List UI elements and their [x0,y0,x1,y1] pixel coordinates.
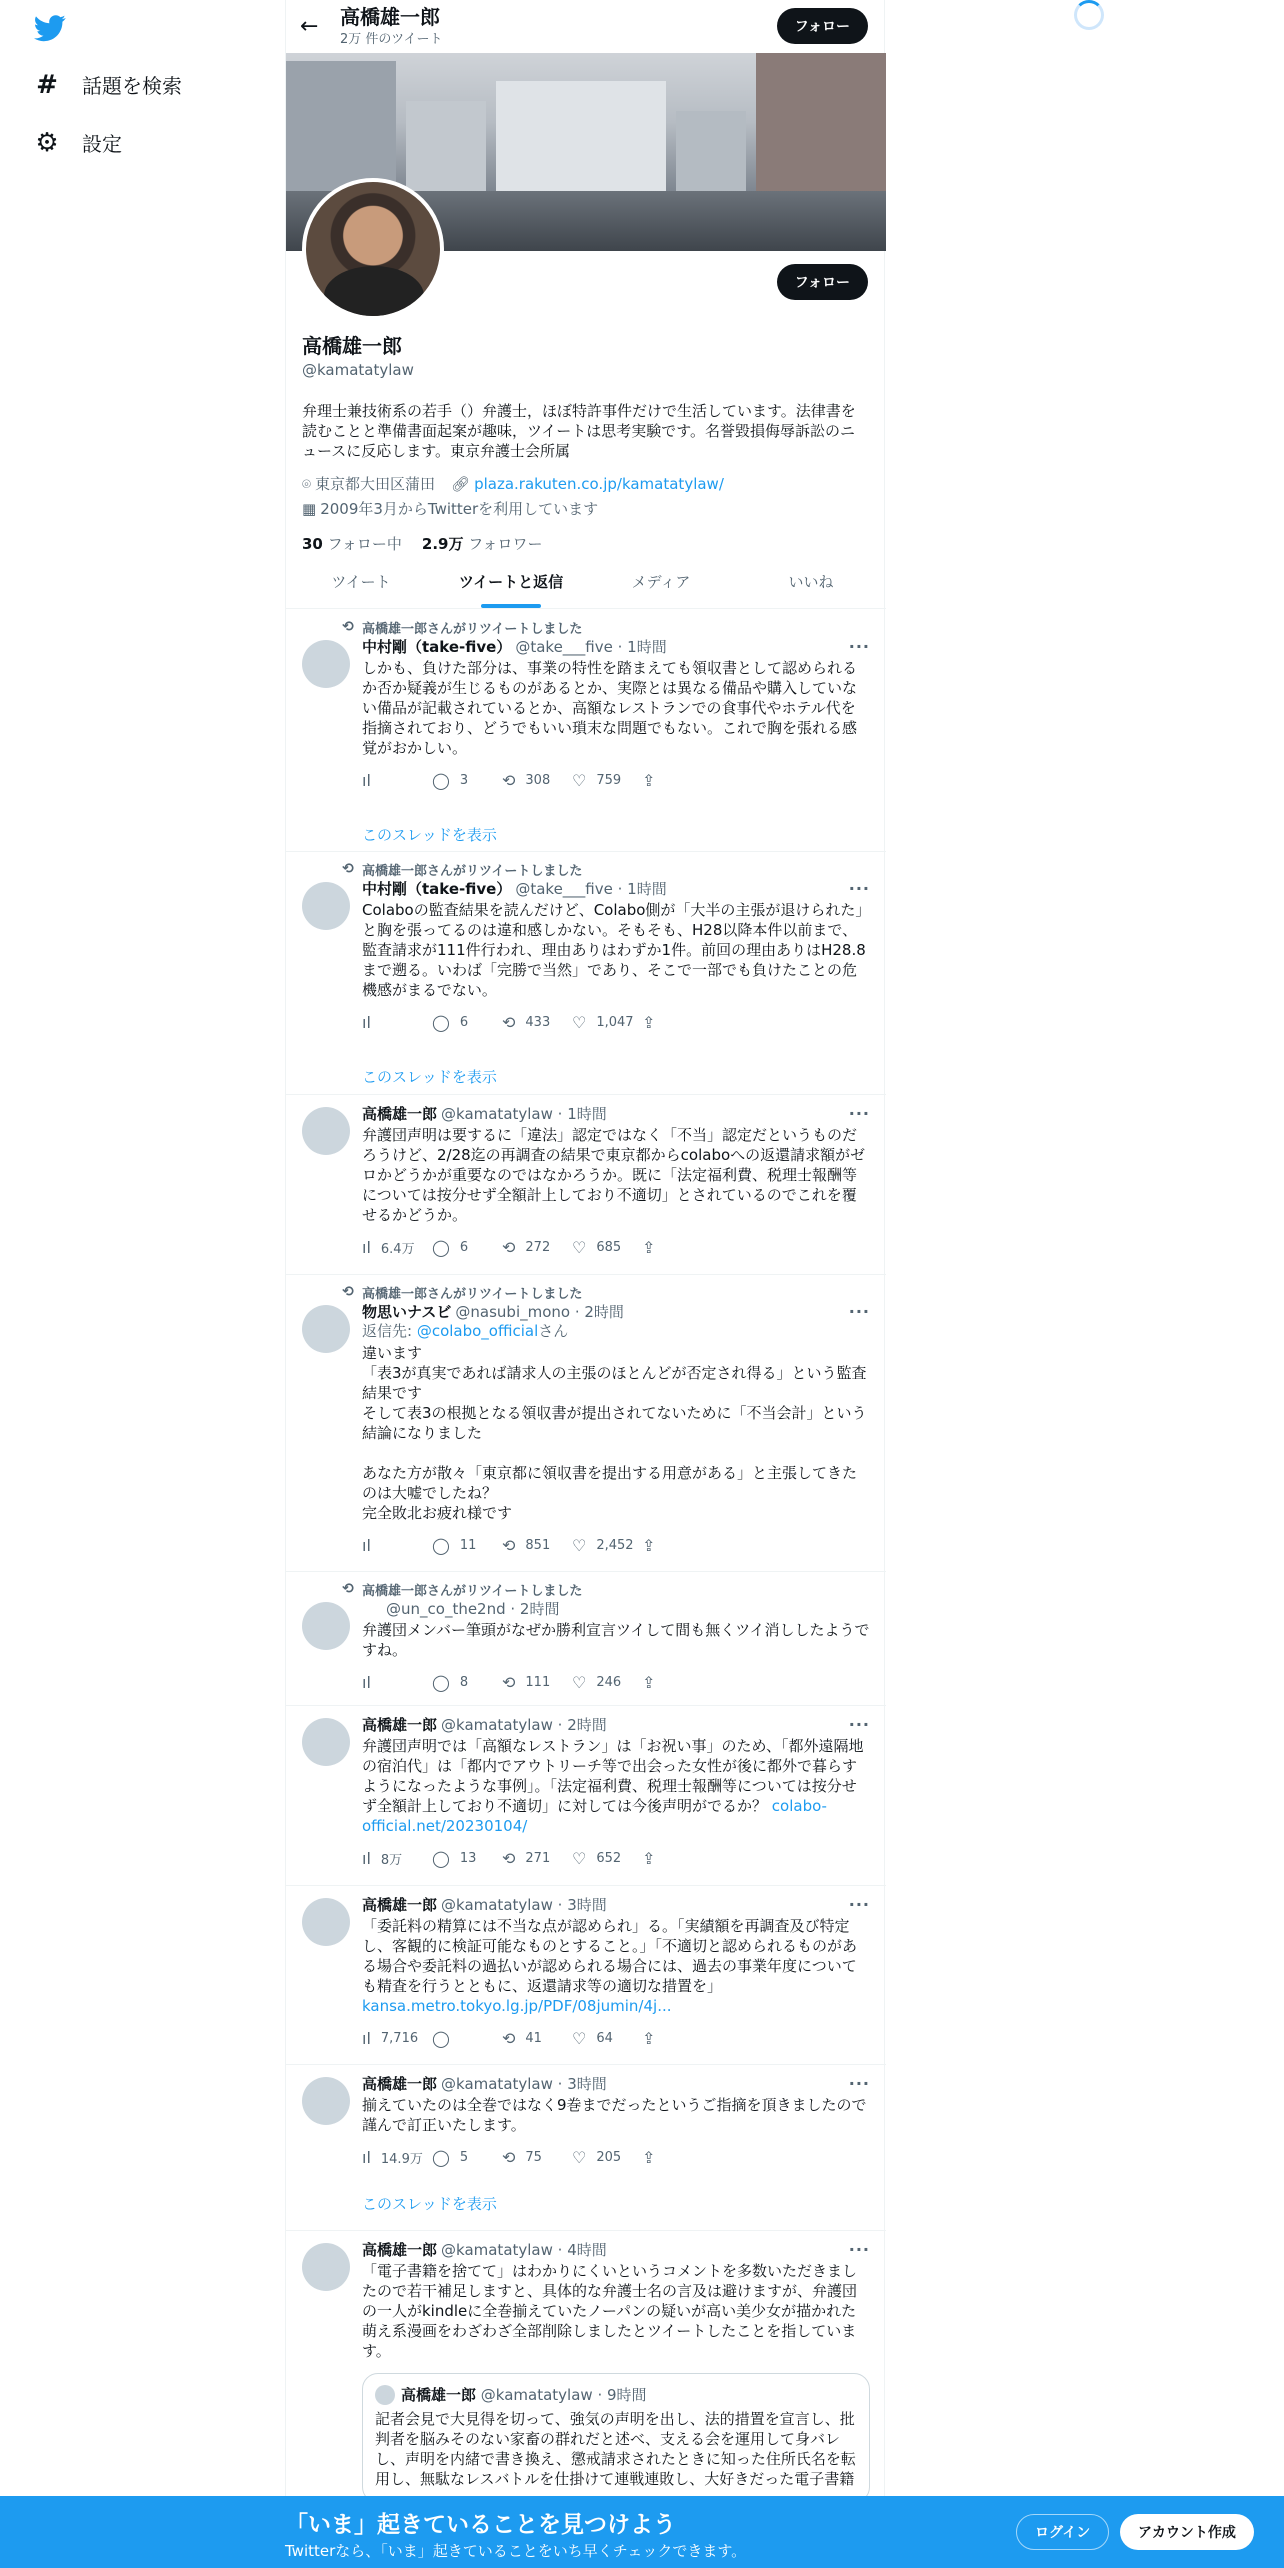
heart-icon: ♡ [572,1848,587,1868]
views-button[interactable]: ıl 14.9万 [362,2147,423,2167]
profile-bio: 弁理士兼技術系の若手（）弁護士，ほぼ特許事件だけで生活しています。法律書を読むことと準備書面起案が趣味，ツイートは思考実験です。名誉毀損侮辱訴訟のニュースに反応します。東京弁護士会所属 [302,402,856,460]
main-column [285,0,885,2568]
signup-banner-title: 「いま」起きていることを見つけよう [285,2512,676,2538]
reply-button[interactable]: ◯ 11 [432,1535,477,1555]
retweet-icon: ⟲ [502,2028,516,2048]
nav-settings[interactable] [34,128,122,157]
like-button[interactable]: ♡ 652 [572,1848,622,1868]
more-icon[interactable]: ··· [848,2073,870,2093]
share-icon: ⇪ [642,2028,656,2048]
tweet-author-handle[interactable]: @take___five · 1時間 [515,637,667,656]
header-tweet-count: 2万 件のツイート [340,32,443,47]
reply-button[interactable]: ◯ 5 [432,2147,469,2167]
retweet-icon: ⟲ [342,1284,354,1300]
retweet-icon: ⟲ [502,1535,516,1555]
retweet-button[interactable]: ⟲ 851 [502,1535,551,1555]
more-icon[interactable]: ··· [848,636,870,656]
tweet-avatar[interactable] [302,640,350,688]
tweet-actions [362,770,870,790]
loading-spinner-icon [1074,0,1104,30]
share-button[interactable] [642,2029,712,2048]
quote-avatar [375,2385,395,2405]
share-icon: ⇪ [642,2147,656,2167]
location-pin-icon: ⌾ [302,474,312,493]
more-icon[interactable]: ··· [848,1301,870,1321]
views-button[interactable]: ıl 8万 [362,1848,403,1868]
tweet[interactable] [286,1572,886,1706]
like-button[interactable]: ♡ 64 [572,2028,613,2048]
tweet-author-name[interactable]: 中村剛（take-five） [362,637,512,656]
tweet-text: 弁護団声明では「高額なレストラン」は「お祝い事」のため、「都外遠隔地の宿泊代」は「都内でアウトリーチ等で出会った女性が後に都外で暮らすようになったような事例」。「法定福利費、税理士報酬等については按分せず全額計上しており不適切」に対しては今後声明がでるか？ colabo-official.net/20230104/ [362,1737,864,1835]
tweet-author-name[interactable]: 中村剛（take-five） [362,879,512,898]
tweet-avatar[interactable] [302,1718,350,1766]
views-button[interactable] [362,1673,432,1692]
hashtag-icon: # [36,69,58,100]
quote-author-handle: @kamatatylaw · 9時間 [480,2386,647,2404]
gear-icon: ⚙ [35,127,59,158]
analytics-icon: ıl [362,1535,371,1555]
profile-url-link[interactable]: plaza.rakuten.co.jp/kamatatylaw/ [474,474,724,493]
retweet-icon: ⟲ [502,1237,516,1257]
retweet-context: ⟲ 高橋雄一郎さんがリツイートしました [334,618,870,636]
more-icon[interactable]: ··· [848,878,870,898]
share-button[interactable] [642,771,712,790]
share-icon: ⇪ [642,1535,656,1555]
analytics-icon: ıl [362,1848,371,1868]
profile-meta [302,473,870,519]
tweet-avatar[interactable] [302,1107,350,1155]
signup-button[interactable]: アカウント作成 [1120,2514,1254,2550]
profile-info [302,330,870,554]
tweet-author-handle[interactable]: @kamatatylaw · 4時間 [441,2240,607,2259]
following-link[interactable]: 30 フォロー中 [302,535,402,553]
tab-likes[interactable]: いいね [788,573,834,591]
retweet-context: ⟲ 高橋雄一郎さんがリツイートしました [334,1580,870,1598]
views-button[interactable] [362,771,432,790]
reply-icon: ◯ [432,1012,450,1032]
show-thread-link[interactable]: このスレッドを表示 [362,2195,497,2213]
tweet-link[interactable]: colabo-official.net/20230104/ [362,1797,827,1835]
reply-icon: ◯ [432,770,450,790]
views-button[interactable]: ıl 7,716 [362,2028,419,2048]
heart-icon: ♡ [572,1237,587,1257]
header-follow-button[interactable]: フォロー [777,8,868,44]
retweet-button[interactable]: ⟲ 308 [502,770,551,790]
tweet-text: Colaboの監査結果を読んだけど、Colabo側が「大半の主張が退けられた」と胸を張ってるのは違和感しかない。そもそも、H28以降本件以前まで、監査請求が111件行われ、理由ありはわずか1件。前回の理由ありはH28.8まで遡る。いわば「完勝で当然」であり、そこで一部でも負けたことの危機感がまるでない。 [362,901,866,999]
heart-icon: ♡ [572,2147,587,2167]
profile-tabs [286,556,886,609]
retweet-button[interactable]: ⟲ 41 [502,2028,542,2048]
signup-banner-subtitle: Twitterなら、「いま」起きていることをいち早くチェックできます。 [285,2542,747,2560]
share-icon: ⇪ [642,1237,656,1257]
tweet-avatar[interactable] [302,1898,350,1946]
tweet-actions [362,1848,870,1868]
tweet-text: しかも、負けた部分は、事業の特性を踏まえても領収書として認められるか否か疑義が生じるものがあるとか、実際とは異なる備品や購入していない備品が記載されているとか、高額なレストランでの食事代やホテル代を指摘されており、どうでもいい瑣末な問題でもない。これで胸を張れる感覚がおかしい。 [362,659,858,757]
reply-icon: ◯ [432,1237,450,1257]
calendar-icon: ▦ [302,499,317,518]
profile-joined: ▦ 2009年3月からTwitterを利用しています [302,499,599,518]
retweet-icon: ⟲ [502,1848,516,1868]
analytics-icon: ıl [362,2028,371,2048]
reply-icon: ◯ [432,2028,450,2048]
tweet-avatar[interactable] [302,1602,350,1650]
analytics-icon: ıl [362,770,371,790]
like-button[interactable]: ♡ 205 [572,2147,622,2167]
heart-icon: ♡ [572,1535,587,1555]
reply-button[interactable] [432,2029,502,2048]
retweet-button[interactable]: ⟲ 272 [502,1237,551,1257]
signup-banner [0,2496,1284,2568]
tweet-feed [286,610,886,2551]
reply-icon: ◯ [432,1535,450,1555]
nav-explore-label: 話題を検索 [82,74,182,98]
share-button[interactable] [642,1238,712,1257]
tweet-actions [362,2147,870,2167]
retweet-context: ⟲ 高橋雄一郎さんがリツイートしました [334,860,870,878]
tweet-author-handle[interactable]: @un_co_the2nd · 2時間 [386,1599,560,1618]
retweet-button[interactable]: ⟲ 271 [502,1848,551,1868]
more-icon[interactable]: ··· [848,1103,870,1123]
heart-icon: ♡ [572,2028,587,2048]
reply-button[interactable]: ◯ 6 [432,1237,469,1257]
twitter-logo-icon[interactable] [34,12,66,44]
tab-media[interactable]: メディア [631,573,691,591]
more-icon[interactable]: ··· [848,1714,870,1734]
tweet-author-handle[interactable]: @kamatatylaw · 3時間 [441,1895,607,1914]
tweet-text: 違います 「表3が真実であれば請求人の主張のほとんどが否定され得る」という監査結果です そして表3の根拠となる領収書が提出されてないために「不当会計」という結論になりました あなた方が散々「東京都に領収書を提出する用意がある」と主張してきたのは大嘘でしたね？ 完全敗北お疲れ様です [362,1344,867,1522]
reply-mention-link[interactable]: @colabo_official [416,1322,539,1340]
like-button[interactable]: ♡ 759 [572,770,622,790]
retweet-icon: ⟲ [342,619,354,635]
tweet[interactable] [286,1706,886,1886]
profile-name: 高橋雄一郎 [302,334,402,358]
retweet-icon: ⟲ [502,1012,516,1032]
views-button[interactable] [362,1013,432,1032]
quote-author-name: 高橋雄一郎 [401,2386,477,2404]
tweet-actions [362,2028,870,2048]
tweet-author-name[interactable]: 高橋雄一郎 [362,1104,438,1123]
tweet-text: 「委託料の精算には不当な点が認められ」る。「実績額を再調査及び特定し、客観的に検証可能なものとすること。」「不適切と認められるものがある場合や委託料の過払いが認められる場合には、過去の事業年度についても精査を行うとともに、返還請求等の適切な措置を」kansa.metro.tokyo.lg.jp/PDF/08jumin/4j... [362,1917,858,2015]
tab-tweets[interactable]: ツイート [331,573,391,591]
tweet-text: 「電子書籍を捨てて」はわかりにくいというコメントを多数いただきましたので若干補足しますと、具体的な弁護士名の言及は避けますが、弁護団の一人がkindleに全巻揃えていたノーパンの疑いが高い美少女が描かれた萌え系漫画をわざわざ全部削除しましたとツイートしたことを指しています。 [362,2262,858,2360]
tweet-author-handle[interactable]: @take___five · 1時間 [515,879,667,898]
back-arrow-icon[interactable]: ← [300,14,319,39]
profile-url[interactable] [451,473,724,494]
tweet-author-handle[interactable]: @kamatatylaw · 3時間 [441,2074,607,2093]
share-icon: ⇪ [642,1848,656,1868]
share-button[interactable] [642,1536,712,1555]
nav-explore[interactable] [34,70,182,99]
share-button[interactable] [642,2148,712,2167]
show-thread-link[interactable]: このスレッドを表示 [362,1068,497,1086]
share-icon: ⇪ [642,1012,656,1032]
nav-settings-label: 設定 [82,132,122,156]
views-button[interactable]: ıl 6.4万 [362,1237,415,1257]
tweet-actions [362,1237,870,1257]
more-icon[interactable]: ··· [848,1894,870,1914]
tweet[interactable] [286,2065,886,2231]
tweet-text: 弁護団声明は要するに「違法」認定ではなく「不当」認定だというものだろうけど、2/28迄の再調査の結果で東京都からcolaboへの返還請求額がゼロかどうかが重要なのではなかろうか。既に「法定福利費、税理士報酬等については按分せず全額計上しており不適切」とされているのでこれを覆せるかどうか。 [362,1126,866,1224]
tweet-author-handle[interactable]: @kamatatylaw · 2時間 [441,1715,607,1734]
tweet-text: 揃えていたのは全巻ではなく9巻までだったというご指摘を頂きましたので謹んで訂正いたします。 [362,2096,867,2134]
tweet-actions [362,1012,870,1032]
retweet-icon: ⟲ [342,861,354,877]
tweet-text: 弁護団メンバー筆頭がなぜか勝利宣言ツイして間も無くツイ消ししたようですね。 [362,1621,870,1659]
heart-icon: ♡ [572,1672,587,1692]
tweet-avatar[interactable] [302,1305,350,1353]
reply-context: 返信先: @colabo_officialさん [362,1322,569,1340]
analytics-icon: ıl [362,2147,371,2167]
tab-tweets-and-replies[interactable]: ツイートと返信 [436,556,586,608]
login-button[interactable]: ログイン [1016,2514,1109,2550]
retweet-context: ⟲ 高橋雄一郎さんがリツイートしました [334,1283,870,1301]
show-thread-link[interactable]: このスレッドを表示 [362,826,497,844]
views-button[interactable] [362,1536,432,1555]
retweet-icon: ⟲ [502,1672,516,1692]
share-icon: ⇪ [642,770,656,790]
profile-follow-button[interactable]: フォロー [777,264,868,300]
tweet-actions [362,1672,870,1692]
like-button[interactable]: ♡ 685 [572,1237,622,1257]
retweet-icon: ⟲ [502,770,516,790]
share-icon: ⇪ [642,1672,656,1692]
analytics-icon: ıl [362,1237,371,1257]
header-name: 高橋雄一郎 [340,5,440,29]
reply-button[interactable]: ◯ 13 [432,1848,477,1868]
tweet-avatar[interactable] [302,882,350,930]
tweet[interactable] [286,1275,886,1572]
like-button[interactable]: ♡ 1,047 [572,1012,634,1032]
tweet[interactable] [286,610,886,852]
tweet-author-name[interactable]: 高橋雄一郎 [362,2074,438,2093]
retweet-button[interactable]: ⟲ 433 [502,1012,551,1032]
profile-avatar[interactable] [302,178,444,320]
tweet[interactable] [286,1095,886,1275]
tweet-link[interactable]: kansa.metro.tokyo.lg.jp/PDF/08jumin/4j... [362,1997,672,2015]
tweet-actions [362,1535,870,1555]
share-button[interactable] [642,1013,712,1032]
reply-icon: ◯ [432,1848,450,1868]
profile-location: ⌾ 東京都大田区蒲田 [302,474,436,493]
retweet-button[interactable]: ⟲ 75 [502,2147,542,2167]
more-icon[interactable]: ··· [848,2239,870,2259]
quoted-tweet[interactable] [362,2373,870,2503]
heart-icon: ♡ [572,1012,587,1032]
like-button[interactable]: ♡ 2,452 [572,1535,634,1555]
tweet[interactable] [286,852,886,1095]
tweet-author-name[interactable]: 物思いナスビ [362,1302,452,1321]
analytics-icon: ıl [362,1012,371,1032]
link-icon: 🔗︎ [451,474,471,493]
share-button[interactable] [642,1849,712,1868]
tweet-author-handle[interactable]: @nasubi_mono · 2時間 [455,1302,624,1321]
reply-button[interactable]: ◯ 6 [432,1012,469,1032]
tweet-author-name[interactable]: 高橋雄一郎 [362,2240,438,2259]
retweet-icon: ⟲ [342,1581,354,1597]
reply-button[interactable]: ◯ 8 [432,1672,469,1692]
analytics-icon: ıl [362,1672,371,1692]
heart-icon: ♡ [572,770,587,790]
tweet-avatar[interactable] [302,2243,350,2291]
tweet-author-handle[interactable]: @kamatatylaw · 1時間 [441,1104,607,1123]
reply-icon: ◯ [432,2147,450,2167]
reply-icon: ◯ [432,1672,450,1692]
retweet-icon: ⟲ [502,2147,516,2167]
share-button[interactable] [642,1673,712,1692]
profile-handle: @kamatatylaw [302,361,414,379]
follow-stats [302,533,870,554]
retweet-button[interactable]: ⟲ 111 [502,1672,551,1692]
profile-header-bar [286,0,884,53]
tweet[interactable] [286,1886,886,2065]
followers-link[interactable]: 2.9万 フォロワー [421,535,543,553]
reply-button[interactable]: ◯ 3 [432,770,469,790]
quote-text: 記者会見で大見得を切って、強気の声明を出し、法的措置を宣言し、批判者を脳みそのない家畜の群れだと述べ、支える会を運用して身バレし、声明を内緒で書き換え、懲戒請求されたときに知った住所氏名を転用し、無駄なレスバトルを仕掛けて連戦連敗し、大好きだった電子書籍 [375,2410,856,2488]
tweet-avatar[interactable] [302,2077,350,2125]
like-button[interactable]: ♡ 246 [572,1672,622,1692]
tweet-author-name[interactable]: 高橋雄一郎 [362,1715,438,1734]
tweet-author-name[interactable]: 高橋雄一郎 [362,1895,438,1914]
